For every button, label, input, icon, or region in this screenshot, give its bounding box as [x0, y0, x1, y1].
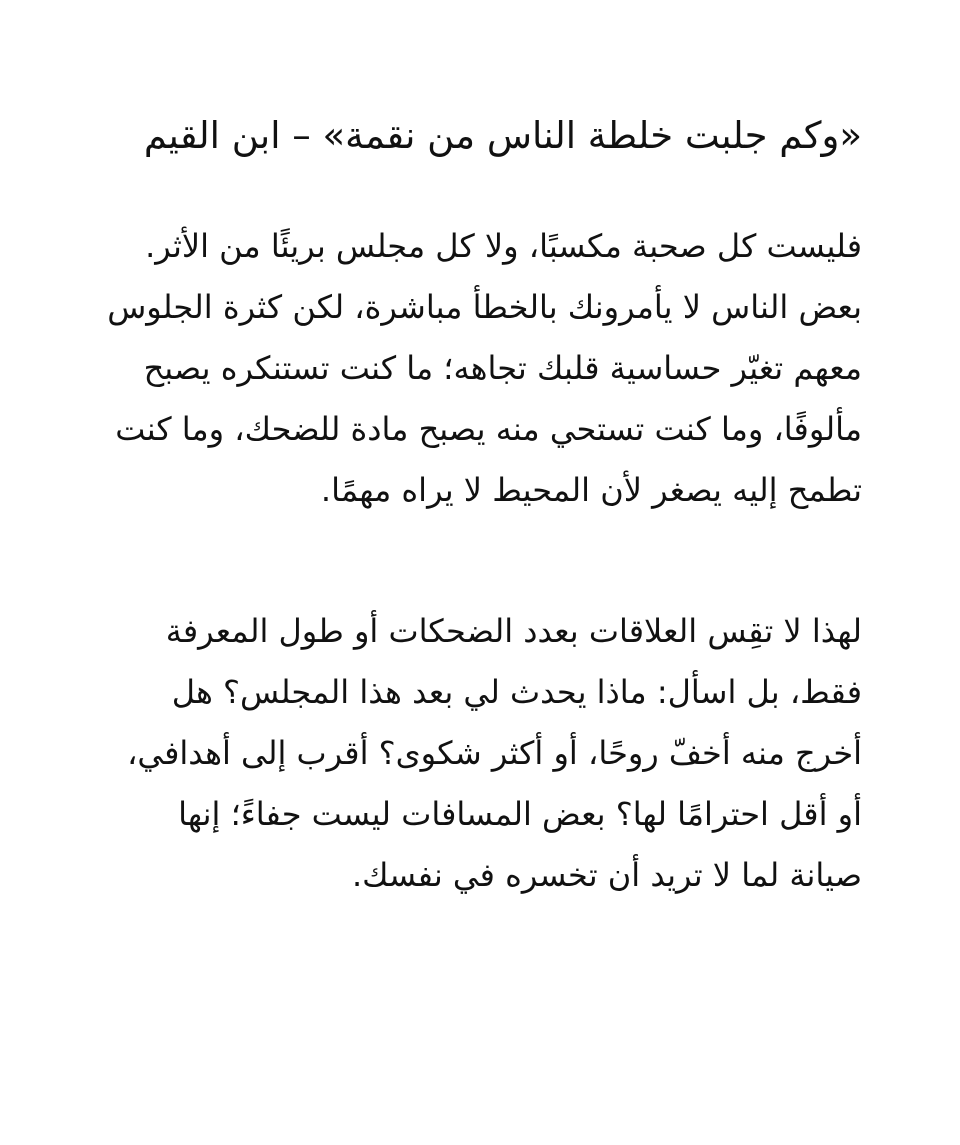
quote-title: «وكم جلبت خلطة الناس من نقمة» – ابن القيم [143, 114, 862, 157]
paragraph-1: فليست كل صحبة مكسبًا، ولا كل مجلس بريئًا من الأثر. بعض الناس لا يأمرونك بالخطأ مباشرة، لكن كثرة الجلوس معهم تغيّر حساسية قلبك تجاهه؛ ما كنت تستنكره يصبح مألوفًا، وما كنت تستحي منه يصبح مادة للضحك، وما كنت تطمح إليه يصغر لأن المحيط لا يراه مهمًا. [107, 227, 862, 509]
paragraph-2: لهذا لا تقِس العلاقات بعدد الضحكات أو طول المعرفة فقط، بل اسأل: ماذا يحدث لي بعد هذا المجلس؟ هل أخرج منه أخفّ روحًا، أو أكثر شكوى؟ أقرب إلى أهدافي، أو أقل احترامًا لها؟ بعض المسافات ليست جفاءً؛ إنها صيانة لما لا تريد أن تخسره في نفسك. [127, 612, 862, 894]
